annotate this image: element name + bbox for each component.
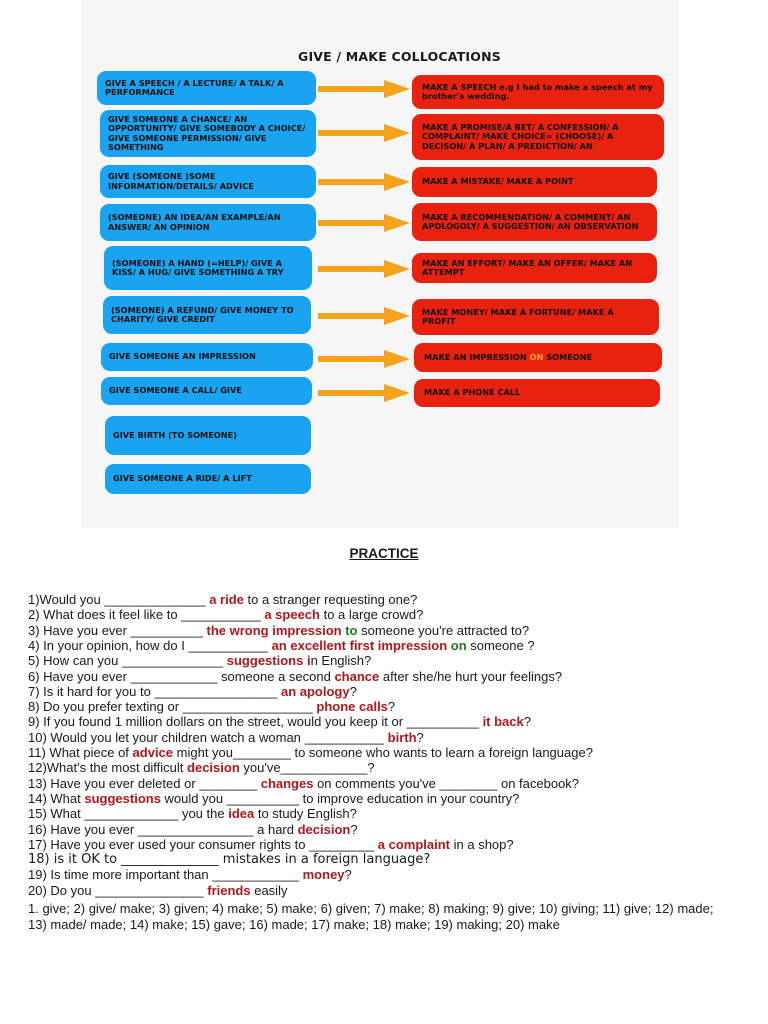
question-text: 8) Do you prefer texting or __________________ bbox=[28, 699, 317, 715]
make-collocation-text: MAKE A RECOMMENDATION/ A COMMENT/ AN APOLOGOLY/ A SUGGESTION/ AN OBSERVATION bbox=[422, 211, 639, 231]
practice-question bbox=[28, 760, 375, 775]
question-text: 16) Have you ever ________________ a hard bbox=[28, 821, 298, 837]
question-text: 19) Is time more important than ____________ bbox=[28, 867, 303, 883]
make-collocation-text: MAKE AN EFFORT/ MAKE AN OFFER/ MAKE AN ATTEMPT bbox=[422, 257, 633, 277]
collocation-noun: the wrong impression bbox=[206, 622, 342, 638]
question-text: after she/he hurt your feelings? bbox=[379, 668, 563, 684]
give-collocation-text: GIVE SOMEONE A RIDE/ A LIFT bbox=[113, 473, 252, 484]
give-collocation-box bbox=[100, 204, 316, 241]
practice-question bbox=[28, 852, 430, 867]
arrow-right-icon bbox=[318, 124, 410, 142]
make-collocation-text: MAKE A SPEECH e.g I had to make a speech at my brother's wedding. bbox=[422, 81, 653, 101]
arrow-right-icon bbox=[318, 307, 410, 325]
question-text: 1)Would you ______________ bbox=[28, 592, 210, 607]
give-collocation-box bbox=[105, 464, 311, 494]
collocation-noun: money bbox=[302, 867, 345, 883]
answer-key: 1. give; 2) give/ make; 3) given; 4) make; 5) make; 6) given; 7) make; 8) making; 9) give; 10) giving; 11) give; 12) made; 13) made/ made; 14) make; 15) gave; 16) made; 17) make; 18) make; 19) making; 20) make bbox=[28, 901, 714, 932]
question-text: 15) What _____________ you the bbox=[28, 806, 229, 822]
practice-question bbox=[28, 806, 357, 821]
preposition: on bbox=[447, 637, 467, 653]
question-text: 6) Have you ever ____________ someone a second bbox=[28, 668, 335, 684]
give-collocation-text: (SOMEONE) A HAND (=HELP)/ GIVE A KISS/ A HUG/ GIVE SOMETHING A TRY bbox=[112, 257, 284, 277]
collocation-noun: suggestions i bbox=[226, 653, 311, 669]
question-text: 5) How can you ______________ bbox=[28, 653, 227, 669]
arrow-right-icon bbox=[318, 384, 410, 402]
give-collocation-box bbox=[101, 343, 313, 371]
question-text: 7) Is it hard for you to _________________ bbox=[28, 683, 281, 699]
make-collocation-box bbox=[412, 253, 657, 283]
question-text: 10) Would you let your children watch a woman ___________ bbox=[28, 729, 388, 745]
make-collocation-text: MAKE MONEY/ MAKE A FORTUNE/ MAKE A PROFIT bbox=[422, 306, 614, 326]
question-text: ? bbox=[349, 683, 357, 699]
collocation-noun: idea bbox=[228, 806, 255, 822]
question-text: 11) What piece of bbox=[28, 745, 133, 760]
give-collocation-box bbox=[100, 110, 316, 157]
question-text: someone you're attracted to? bbox=[357, 622, 530, 638]
make-collocation-text: MAKE A PHONE CALL bbox=[424, 387, 521, 398]
arrow-right-icon bbox=[318, 80, 410, 98]
collocation-noun: a speech bbox=[264, 607, 320, 623]
question-text: easily bbox=[250, 882, 288, 898]
question-text: ? bbox=[416, 729, 424, 745]
collocation-noun: advice bbox=[132, 745, 174, 760]
question-text: on comments you've ________ on facebook? bbox=[313, 775, 580, 791]
practice-question bbox=[28, 791, 519, 806]
practice-question bbox=[28, 837, 514, 852]
question-text: 3) Have you ever __________ bbox=[28, 622, 207, 638]
collocation-noun: decision bbox=[187, 760, 240, 776]
arrow-right-icon bbox=[318, 350, 410, 368]
question-text: 17) Have you ever used your consumer rights to _________ bbox=[28, 836, 378, 852]
make-collocation-box bbox=[414, 379, 660, 407]
practice-question bbox=[28, 776, 579, 791]
question-text: to study English? bbox=[254, 806, 357, 822]
give-collocation-text: GIVE BIRTH (TO SOMEONE) bbox=[113, 429, 237, 440]
practice-question bbox=[28, 684, 357, 699]
collocation-noun: it back bbox=[482, 714, 524, 730]
question-text: ? bbox=[350, 821, 358, 837]
practice-question bbox=[28, 669, 562, 684]
practice-question bbox=[28, 883, 287, 898]
question-text: 4) In your opinion, how do I ___________ bbox=[28, 637, 272, 653]
question-text: would you __________ to improve education in your country? bbox=[160, 790, 520, 806]
collocation-noun: a complaint bbox=[377, 836, 451, 852]
arrow-right-icon bbox=[318, 260, 410, 278]
collocation-noun: phone calls bbox=[316, 699, 388, 715]
collocation-noun: suggestions bbox=[84, 790, 161, 806]
make-collocation-text: MAKE AN IMPRESSION ON SOMEONE bbox=[424, 351, 593, 362]
question-text: ? bbox=[387, 699, 396, 715]
give-collocation-box bbox=[104, 246, 312, 290]
collocation-noun: birth bbox=[387, 729, 417, 745]
question-text: 20) Do you _______________ bbox=[28, 882, 208, 898]
question-text: you've____________? bbox=[239, 760, 375, 776]
give-collocation-text: (SOMEONE) AN IDEA/AN EXAMPLE/AN ANSWER/ AN OPINION bbox=[108, 212, 281, 232]
arrow-right-icon bbox=[318, 173, 410, 191]
collocation-noun: a ride bbox=[209, 592, 244, 607]
give-collocation-text: (SOMEONE) A REFUND/ GIVE MONEY TO CHARITY/ GIVE CREDIT bbox=[111, 304, 294, 324]
practice-question bbox=[28, 592, 417, 607]
question-text: 14) What bbox=[28, 790, 85, 806]
collocation-noun: changes bbox=[260, 775, 314, 791]
collocation-noun: chance bbox=[334, 668, 380, 684]
question-text: to a stranger requesting one? bbox=[243, 592, 418, 607]
question-text: ? bbox=[344, 867, 352, 883]
practice-question bbox=[28, 822, 358, 837]
arrow-right-icon bbox=[318, 214, 410, 232]
highlighted-preposition: ON bbox=[529, 351, 544, 362]
give-collocation-box bbox=[101, 377, 312, 405]
make-collocation-box bbox=[414, 343, 662, 372]
give-collocation-box bbox=[103, 296, 311, 334]
give-collocation-text: GIVE A SPEECH / A LECTURE/ A TALK/ A PERFORMANCE bbox=[105, 77, 284, 97]
question-text: someone ? bbox=[466, 637, 535, 653]
collocation-noun: an excellent first impression bbox=[271, 637, 448, 653]
practice-question bbox=[28, 653, 371, 668]
make-collocation-box bbox=[412, 203, 657, 241]
give-collocation-text: GIVE SOMEONE A CHANCE/ AN OPPORTUNITY/ GIVE SOMEBODY A CHOICE/ GIVE SOMEONE PERMISSION/ GIVE SOMETHING bbox=[108, 113, 306, 152]
practice-heading: PRACTICE bbox=[349, 546, 419, 561]
give-collocation-box bbox=[97, 71, 316, 105]
make-collocation-box bbox=[412, 75, 664, 109]
give-collocation-text: GIVE (SOMEONE )SOME INFORMATION/DETAILS/ ADVICE bbox=[108, 171, 254, 191]
give-collocation-box bbox=[100, 165, 316, 198]
question-text: in a shop? bbox=[450, 836, 514, 852]
practice-question bbox=[28, 638, 535, 653]
practice-question bbox=[28, 607, 423, 622]
question-text: 9) If you found 1 million dollars on the street, would you keep it or __________ bbox=[28, 714, 483, 730]
make-collocation-box bbox=[412, 114, 664, 160]
make-collocation-box bbox=[412, 299, 659, 335]
question-text: to a large crowd? bbox=[319, 607, 424, 623]
make-collocation-text: MAKE A MISTAKE/ MAKE A POINT bbox=[422, 176, 574, 187]
practice-question bbox=[28, 730, 424, 745]
practice-question bbox=[28, 745, 593, 760]
question-text: 2) What does it feel like to ___________ bbox=[28, 607, 265, 623]
make-collocation-text: MAKE A PROMISE/A BET/ A CONFESSION/ A COMPLAINT/ MAKE CHOICE= (CHOOSE)/ A DECISON/ A PLAN/ A PREDICTION/ AN bbox=[422, 121, 619, 151]
preposition: to bbox=[341, 622, 358, 638]
practice-question bbox=[28, 867, 352, 882]
give-collocation-text: GIVE SOMEONE A CALL/ GIVE bbox=[109, 385, 242, 396]
question-text: 13) Have you ever deleted or ________ bbox=[28, 775, 261, 791]
practice-question bbox=[28, 623, 529, 638]
give-collocation-text: GIVE SOMEONE AN IMPRESSION bbox=[109, 351, 256, 362]
practice-question bbox=[28, 699, 395, 714]
question-text: might you________ to someone who wants to learn a foreign language? bbox=[173, 745, 593, 760]
question-text: 12)What's the most difficult bbox=[28, 760, 188, 776]
infographic-title: GIVE / MAKE COLLOCATIONS bbox=[298, 49, 501, 64]
question-text: ? bbox=[523, 714, 531, 730]
make-collocation-box bbox=[412, 167, 657, 197]
question-text: n English? bbox=[310, 653, 372, 669]
collocation-noun: friends bbox=[207, 882, 251, 898]
question-text: 18) is it OK to _______________ mistakes in a foreign language? bbox=[28, 852, 431, 868]
collocation-noun: an apology bbox=[280, 683, 350, 699]
give-collocation-box bbox=[105, 416, 311, 455]
practice-question bbox=[28, 714, 531, 729]
collocation-noun: decision bbox=[297, 821, 351, 837]
